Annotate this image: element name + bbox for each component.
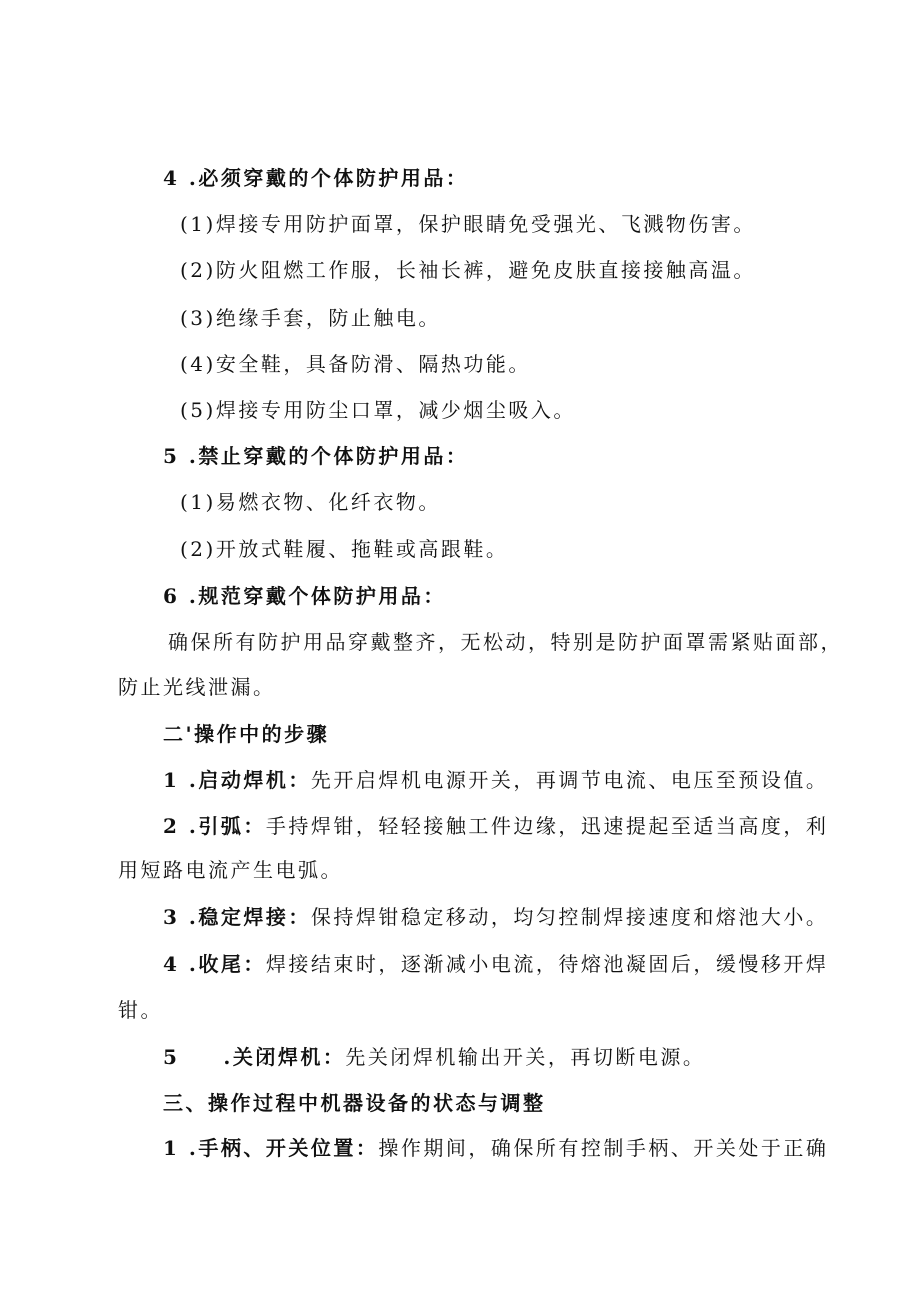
step-line <box>163 812 828 840</box>
step-text: 先开启焊机电源开关，再调节电流、电压至预设值。 <box>310 768 829 792</box>
list-item: (2)防火阻燃工作服，长袖长裤，避免皮肤直接接触高温。 <box>180 258 756 282</box>
step-line <box>163 1043 705 1071</box>
step-title: 引弧： <box>198 814 266 838</box>
list-item: (3)绝缘手套，防止触电。 <box>180 306 441 330</box>
list-item: (1)焊接专用防护面罩，保护眼睛免受强光、飞溅物伤害。 <box>180 212 756 236</box>
step-text: 手持焊钳，轻轻接触工件边缘，迅速提起至适当高度，利 <box>265 814 829 838</box>
step-line <box>163 1134 828 1162</box>
step-line <box>163 950 828 978</box>
step-number-dot: . <box>223 1045 233 1069</box>
step-number: 1 . <box>163 768 199 792</box>
paragraph-line: 防止光线泄漏。 <box>118 675 276 699</box>
step-text: 操作期间，确保所有控制手柄、开关处于正确 <box>378 1136 829 1160</box>
step-continuation: 用短路电流产生电弧。 <box>118 858 343 882</box>
paragraph-line: 确保所有防护用品穿戴整齐，无松动，特别是防护面罩需紧贴面部， <box>168 630 843 654</box>
step-line <box>163 766 828 794</box>
step-title: 稳定焊接： <box>198 905 311 929</box>
list-item: (4)安全鞋，具备防滑、隔热功能。 <box>180 352 531 376</box>
section-heading: 5 .禁止穿戴的个体防护用品： <box>163 444 469 468</box>
step-line <box>163 903 828 931</box>
step-number: 1 . <box>163 1136 199 1160</box>
step-continuation: 钳。 <box>118 998 163 1022</box>
step-number: 4 . <box>163 952 199 976</box>
step-text: 焊接结束时，逐渐减小电流，待熔池凝固后，缓慢移开焊 <box>265 952 829 976</box>
step-number: 3 . <box>163 905 199 929</box>
step-title: 手柄、开关位置： <box>198 1136 379 1160</box>
step-number: 5 <box>163 1045 180 1069</box>
step-title: 启动焊机： <box>198 768 311 792</box>
step-number: 2 . <box>163 814 199 838</box>
list-item: (2)开放式鞋履、拖鞋或高跟鞋。 <box>180 537 509 561</box>
step-text: 先关闭焊机输出开关，再切断电源。 <box>345 1045 706 1069</box>
list-item: (5)焊接专用防尘口罩，减少烟尘吸入。 <box>180 398 576 422</box>
part-heading: 三、操作过程中机器设备的状态与调整 <box>163 1091 546 1115</box>
section-heading: 4 .必须穿戴的个体防护用品： <box>163 166 469 190</box>
step-title: 关闭焊机： <box>232 1045 346 1069</box>
list-item: (1)易燃衣物、化纤衣物。 <box>180 490 441 514</box>
section-heading: 6 .规范穿戴个体防护用品： <box>163 584 446 608</box>
step-title: 收尾： <box>198 952 266 976</box>
part-heading: 二'操作中的步骤 <box>163 722 330 746</box>
step-text: 保持焊钳稳定移动，均匀控制焊接速度和熔池大小。 <box>310 905 829 929</box>
